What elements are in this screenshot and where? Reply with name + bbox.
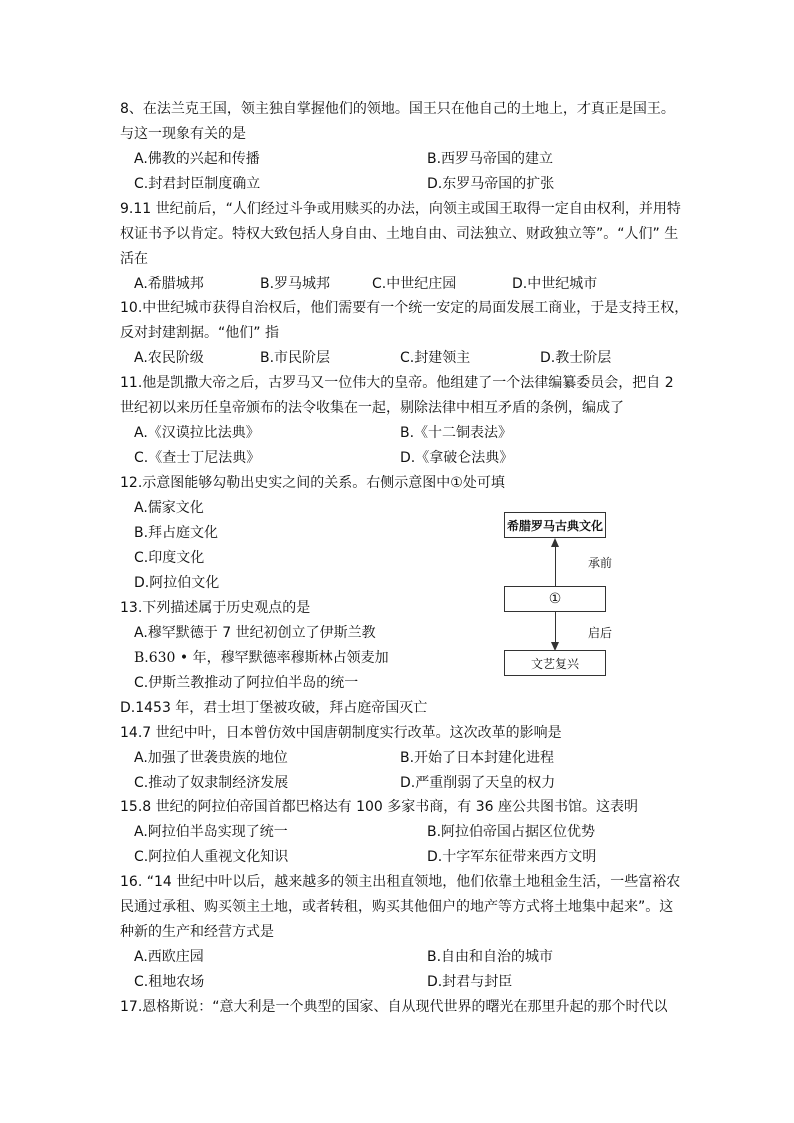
q14-stem-line1: 14.7 世纪中叶，日本曾仿效中国唐朝制度实行改革。这次改革的影响是: [120, 725, 562, 741]
q8-option-c: C.封君封臣制度确立: [134, 176, 261, 192]
arrow-up-line: [555, 546, 556, 586]
q9-option-c: C.中世纪庄园: [372, 276, 457, 292]
diagram-top-box: 希腊罗马古典文化: [504, 512, 606, 538]
q15-option-b: B.阿拉伯帝国占据区位优势: [427, 824, 596, 840]
culture-diagram: [500, 510, 612, 676]
q11-option-c: C.《查士丁尼法典》: [134, 450, 261, 466]
q12-option-c: C.印度文化: [134, 550, 205, 566]
q10-option-c: C.封建领主: [400, 350, 471, 366]
arrow-down-line: [555, 612, 556, 643]
q14-option-a: A.加强了世袭贵族的地位: [134, 750, 288, 766]
q16-option-b: B.自由和自治的城市: [427, 949, 554, 965]
q9-option-b: B.罗马城邦: [260, 276, 331, 292]
q12-option-b: B.拜占庭文化: [134, 525, 219, 541]
q17-stem-line1: 17.恩格斯说：“意大利是一个典型的国家、自从现代世界的曙光在那里升起的那个时代以: [120, 999, 668, 1015]
q11-option-b: B.《十二铜表法》: [400, 425, 513, 441]
q12-stem-line1: 12.示意图能够勾勒出史实之间的关系。右侧示意图中①处可填: [120, 475, 505, 491]
q15-option-d: D.十字军东征带来西方文明: [427, 849, 597, 865]
q15-stem-line1: 15.8 世纪的阿拉伯帝国首都巴格达有 100 多家书商，有 36 座公共图书馆。这表明: [120, 799, 638, 815]
q16-option-c: C.租地农场: [134, 974, 205, 990]
q15-option-a: A.阿拉伯半岛实现了统一: [134, 824, 288, 840]
q13-option-d: D.1453 年，君士坦丁堡被攻破，拜占庭帝国灭亡: [120, 700, 428, 716]
q16-option-a: A.西欧庄园: [134, 949, 204, 965]
q14-option-d: D.严重削弱了天皇的权力: [400, 775, 556, 791]
q9-stem-line1: 9.11 世纪前后，“人们经过斗争或用赎买的办法，向领主或国王取得一定自由权利，并用特: [120, 201, 681, 217]
diagram-label-down: 启后: [588, 626, 613, 640]
q8-option-b: B.西罗马帝国的建立: [427, 151, 554, 167]
q13-option-a: A.穆罕默德于 7 世纪初创立了伊斯兰教: [134, 625, 376, 641]
q10-stem-line1: 10.中世纪城市获得自治权后，他们需要有一个统一安定的局面发展工商业，于是支持王权，: [120, 300, 689, 316]
q16-option-d: D.封君与封臣: [427, 974, 513, 990]
q8-stem-line1: 8、在法兰克王国，领主独自掌握他们的领地。国王只在他自己的土地上，才真正是国王。: [120, 101, 675, 117]
q11-option-d: D.《拿破仑法典》: [400, 450, 514, 466]
q12-option-a: A.儒家文化: [134, 500, 204, 516]
q8-stem-line2: 与这一现象有关的是: [120, 126, 246, 142]
q9-option-d: D.中世纪城市: [512, 276, 598, 292]
q13-stem-line1: 13.下列描述属于历史观点的是: [120, 600, 311, 616]
q15-option-c: C.阿拉伯人重视文化知识: [134, 849, 289, 865]
q10-option-d: D.教士阶层: [540, 350, 612, 366]
q9-stem-line2: 权证书予以肯定。特权大致包括人身自由、土地自由、司法独立、财政独立等”。“人们” 生: [120, 226, 679, 242]
q14-option-b: B.开始了日本封建化进程: [400, 750, 555, 766]
q16-stem-line2: 民通过承租、购买领主土地，或者转租，购买其他佃户的地产等方式将土地集中起来”。这: [120, 899, 674, 915]
diagram-bottom-box: 文艺复兴: [504, 650, 606, 676]
q10-stem-line2: 反对封建割据。“他们” 指: [120, 325, 279, 341]
q16-stem-line1: 16. “14 世纪中叶以后，越来越多的领主出租直领地，他们依靠土地租金生活，一些富裕农: [120, 874, 681, 890]
q9-stem-line3: 活在: [120, 251, 148, 267]
q8-option-d: D.东罗马帝国的扩张: [427, 176, 555, 192]
q8-option-a: A.佛教的兴起和传播: [134, 151, 260, 167]
diagram-label-up: 承前: [588, 556, 613, 570]
q13-option-b: B.630 • 年，穆罕默德率穆斯林占领麦加: [134, 650, 389, 666]
q11-stem-line1: 11.他是凯撒大帝之后，古罗马又一位伟大的皇帝。他组建了一个法律编纂委员会，把自 2: [120, 375, 674, 391]
q10-option-b: B.市民阶层: [260, 350, 331, 366]
q9-option-a: A.希腊城邦: [134, 276, 204, 292]
diagram-middle-box: ①: [504, 586, 606, 612]
q16-stem-line3: 种新的生产和经营方式是: [120, 924, 274, 940]
q14-option-c: C.推动了奴隶制经济发展: [134, 775, 289, 791]
q13-option-c: C.伊斯兰教推动了阿拉伯半岛的统一: [134, 675, 359, 691]
q11-option-a: A.《汉谟拉比法典》: [134, 425, 260, 441]
q12-option-d: D.阿拉伯文化: [134, 575, 220, 591]
q10-option-a: A.农民阶级: [134, 350, 204, 366]
q11-stem-line2: 世纪初以来历任皇帝颁布的法令收集在一起，剔除法律中相互矛盾的条例，编成了: [120, 400, 624, 416]
